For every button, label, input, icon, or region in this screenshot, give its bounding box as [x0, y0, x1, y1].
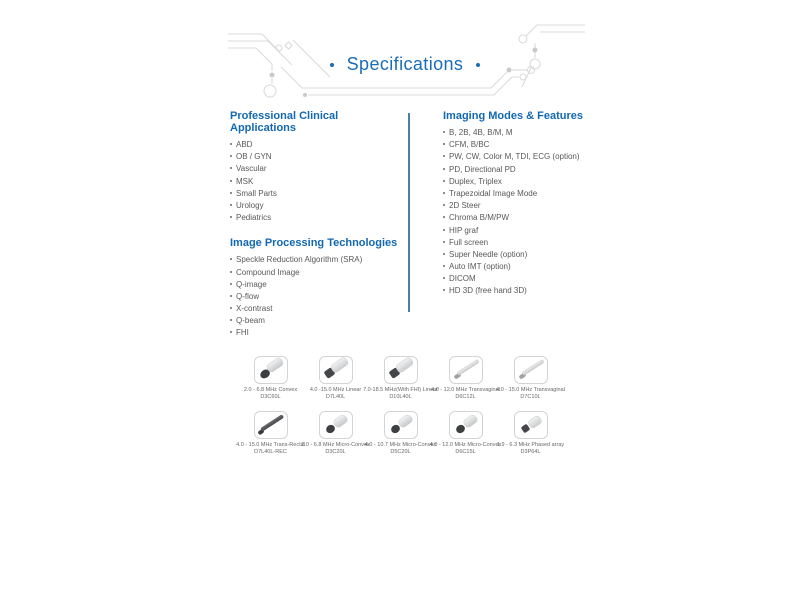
probe-card: [363, 356, 438, 400]
micro-convex-probe-icon: [450, 412, 482, 438]
probe-label: 4.0 - 12.0 MHz Micro-Convex: [429, 442, 502, 448]
list-item: Duplex, Triplex: [443, 176, 653, 188]
list-item: Trapezoidal Image Mode: [443, 188, 653, 200]
list-item: B, 2B, 4B, B/M, M: [443, 127, 653, 139]
probe-label: 4.0 - 15.0 MHz Trans-Rectal: [236, 442, 305, 448]
probe-label: 2.0 - 6.8 MHz Convex: [243, 387, 298, 393]
list-item: X-contrast: [230, 303, 406, 315]
probe-card: [433, 356, 498, 400]
probe-card: [238, 356, 303, 400]
linear-probe-icon: [320, 357, 352, 383]
section-title-imaging-modes: Imaging Modes & Features: [443, 110, 583, 122]
clinical-applications-list: [230, 139, 406, 224]
list-item: Q-beam: [230, 315, 406, 327]
probes-grid: [238, 356, 564, 455]
list-item: FHI: [230, 327, 406, 339]
list-item: Full screen: [443, 237, 653, 249]
list-item: Urology: [230, 200, 406, 212]
list-item: ABD: [230, 139, 406, 151]
transrectal-probe-icon: [255, 412, 287, 438]
probe-model: D3P64L: [520, 448, 541, 455]
probe-card: [498, 356, 563, 400]
list-item: OB / GYN: [230, 151, 406, 163]
list-item: Speckle Reduction Algorithm (SRA): [230, 254, 406, 266]
convex-probe-icon: [255, 357, 287, 383]
probe-row-2: [238, 411, 564, 455]
list-item: Vascular: [230, 163, 406, 175]
title-right-dot-icon: [476, 63, 480, 67]
probe-model: D6C15L: [455, 448, 476, 455]
probe-label: 4.0 -15.0 MHz Linear: [309, 387, 362, 393]
probe-label: 7.0-18.5 MHz(With FHI) Linear: [363, 387, 438, 393]
list-item: CFM, B/BC: [443, 139, 653, 151]
phased-array-probe-icon: [515, 412, 547, 438]
probe-card: [238, 411, 303, 455]
probe-card: [364, 411, 437, 455]
micro-convex-probe-icon: [385, 412, 417, 438]
list-item: Compound Image: [230, 267, 406, 279]
probe-label: 2.0 - 6.8 MHz Micro-Convex: [301, 442, 370, 448]
micro-convex-probe-icon: [320, 412, 352, 438]
column-divider: [408, 113, 410, 312]
probe-label: 4.0 - 10.7 MHz Micro-Convex: [364, 442, 437, 448]
transvaginal-probe-icon: [450, 357, 482, 383]
linear-probe-icon: [385, 357, 417, 383]
probe-model: D7L40L-REC: [254, 448, 287, 455]
list-item: Small Parts: [230, 188, 406, 200]
image-processing-list: [230, 254, 406, 339]
list-item: DICOM: [443, 273, 653, 285]
list-item: MSK: [230, 176, 406, 188]
probe-card: [498, 411, 563, 455]
probe-model: D7C10L: [520, 393, 541, 400]
page-title: Specifications: [346, 54, 464, 74]
probe-model: D7L40L: [325, 393, 346, 400]
probe-model: D3C20L: [325, 448, 346, 455]
right-column: [443, 110, 653, 298]
list-item: Pediatrics: [230, 212, 406, 224]
header: [290, 54, 520, 75]
probe-label: 4.0 - 15.0 MHz Transvaginal: [496, 387, 565, 393]
list-item: Auto IMT (option): [443, 261, 653, 273]
list-item: HD 3D (free hand 3D): [443, 285, 653, 297]
list-item: PW, CW, Color M, TDI, ECG (option): [443, 151, 653, 163]
list-item: Super Needle (option): [443, 249, 653, 261]
list-item: Q-image: [230, 279, 406, 291]
probe-model: D6C12L: [455, 393, 476, 400]
list-item: HIP graf: [443, 225, 653, 237]
probe-model: D3C60L: [260, 393, 281, 400]
imaging-modes-list: [443, 127, 653, 298]
title-left-dot-icon: [330, 63, 334, 67]
section-title-clinical-applications: Professional Clinical Applications: [230, 110, 339, 134]
left-column: [230, 110, 406, 340]
probe-card: [429, 411, 502, 455]
probe-label: 1.9 - 6.3 MHz Phased array: [496, 442, 565, 448]
probe-card: [303, 356, 368, 400]
probe-model: D5C20L: [390, 448, 411, 455]
probe-label: 4.0 - 12.0 MHz Transvaginal: [431, 387, 500, 393]
probe-row-1: [238, 356, 564, 400]
transvaginal-probe-icon: [515, 357, 547, 383]
list-item: Q-flow: [230, 291, 406, 303]
section-title-image-processing: Image Processing Technologies: [230, 237, 398, 250]
list-item: Chroma B/M/PW: [443, 212, 653, 224]
list-item: 2D Steer: [443, 200, 653, 212]
probe-model: D10L40L: [389, 393, 412, 400]
list-item: PD, Directional PD: [443, 164, 653, 176]
probe-card: [303, 411, 368, 455]
